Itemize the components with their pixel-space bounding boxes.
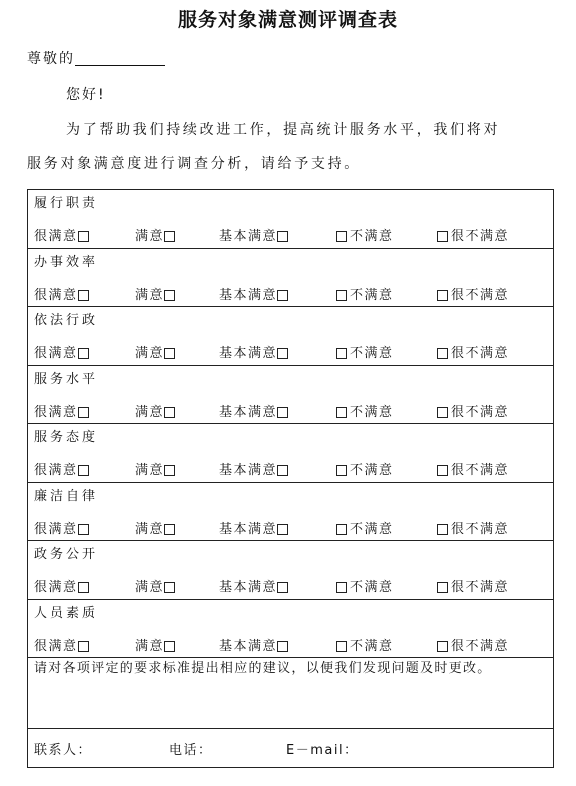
option-label: 很满意: [34, 229, 78, 244]
option-label: 满意: [135, 346, 165, 361]
option-very-satisfied[interactable]: [34, 404, 89, 421]
option-label: 满意: [135, 463, 165, 478]
survey-item: [28, 190, 553, 249]
option-label: 不满意: [350, 404, 394, 420]
survey-item: [28, 424, 553, 483]
checkbox[interactable]: [78, 290, 89, 301]
option-very-satisfied[interactable]: [34, 462, 89, 479]
checkbox[interactable]: [437, 465, 448, 476]
contact-section: [28, 729, 553, 769]
option-label: 基本满意: [219, 521, 278, 537]
checkbox[interactable]: [78, 407, 89, 418]
option-label: 很不满意: [451, 346, 510, 361]
option-satisfied[interactable]: [135, 287, 175, 304]
checkbox[interactable]: [164, 641, 175, 652]
survey-item: [28, 541, 553, 600]
option-satisfied[interactable]: [135, 521, 175, 538]
option-unsatisfied[interactable]: [336, 228, 394, 245]
checkbox[interactable]: [164, 348, 175, 359]
contact-phone-label: 电话：: [169, 743, 213, 758]
option-label: 基本满意: [219, 638, 278, 654]
intro-line-2: 服务对象满意度进行调查分析，请给予支持。: [27, 156, 361, 172]
option-label: 很满意: [34, 521, 78, 537]
option-label: 很满意: [34, 463, 78, 478]
survey-item-title: 政务公开: [34, 547, 99, 562]
checkbox[interactable]: [78, 582, 89, 593]
checkbox[interactable]: [277, 348, 288, 359]
survey-item-title: 服务水平: [34, 371, 99, 387]
suggestion-prompt: 请对各项评定的要求标准提出相应的建议，以便我们发现问题及时更改。: [34, 661, 492, 676]
option-basically-satisfied[interactable]: [219, 287, 288, 304]
option-label: 很满意: [34, 580, 78, 595]
option-label: 不满意: [350, 463, 394, 478]
option-label: 不满意: [350, 229, 394, 244]
checkbox[interactable]: [164, 290, 175, 301]
survey-item: [28, 249, 553, 308]
checkbox[interactable]: [78, 231, 89, 242]
option-label: 很不满意: [451, 580, 510, 595]
option-label: 很满意: [34, 287, 78, 303]
option-unsatisfied[interactable]: [336, 579, 394, 596]
checkbox[interactable]: [78, 348, 89, 359]
option-label: 很不满意: [451, 229, 510, 244]
option-label: 基本满意: [219, 346, 278, 361]
option-label: 不满意: [350, 521, 394, 537]
option-very-unsatisfied[interactable]: [437, 462, 509, 479]
survey-items: [28, 190, 553, 658]
contact-email-label: E－mail：: [286, 743, 359, 758]
page-title: 服务对象满意测评调查表: [177, 9, 398, 31]
option-label: 基本满意: [219, 287, 278, 303]
option-very-unsatisfied[interactable]: [437, 287, 509, 304]
checkbox[interactable]: [277, 641, 288, 652]
checkbox[interactable]: [336, 290, 347, 301]
checkbox[interactable]: [277, 465, 288, 476]
option-very-unsatisfied[interactable]: [437, 404, 509, 421]
checkbox[interactable]: [336, 348, 347, 359]
option-label: 不满意: [350, 346, 394, 361]
checkbox[interactable]: [437, 348, 448, 359]
checkbox[interactable]: [277, 231, 288, 242]
option-satisfied[interactable]: [135, 404, 175, 421]
survey-item-title: 廉洁自律: [34, 488, 99, 504]
survey-item-title: 人员素质: [34, 605, 99, 621]
survey-item: [28, 600, 553, 659]
option-unsatisfied[interactable]: [336, 462, 394, 479]
option-very-satisfied[interactable]: [34, 228, 89, 245]
survey-item: [28, 483, 553, 542]
option-label: 满意: [135, 404, 165, 420]
option-label: 满意: [135, 638, 165, 654]
greeting: 您好!: [66, 87, 106, 103]
survey-item: [28, 307, 553, 366]
checkbox[interactable]: [78, 465, 89, 476]
survey-item-title: 办事效率: [34, 254, 99, 270]
checkbox[interactable]: [437, 407, 448, 418]
option-label: 基本满意: [219, 580, 278, 595]
option-label: 基本满意: [219, 463, 278, 478]
option-label: 很不满意: [451, 521, 510, 537]
option-label: 满意: [135, 521, 165, 537]
option-very-unsatisfied[interactable]: [437, 345, 509, 362]
option-label: 很不满意: [451, 404, 510, 420]
option-very-satisfied[interactable]: [34, 638, 89, 655]
checkbox[interactable]: [277, 582, 288, 593]
option-label: 不满意: [350, 638, 394, 654]
salutation: [27, 50, 165, 68]
survey-item-title: 依法行政: [34, 313, 99, 328]
option-label: 很不满意: [451, 638, 510, 654]
option-satisfied[interactable]: [135, 462, 175, 479]
checkbox[interactable]: [437, 641, 448, 652]
option-label: 很不满意: [451, 463, 510, 478]
option-basically-satisfied[interactable]: [219, 345, 288, 362]
option-basically-satisfied[interactable]: [219, 521, 288, 538]
option-very-unsatisfied[interactable]: [437, 521, 509, 538]
option-very-satisfied[interactable]: [34, 345, 89, 362]
checkbox[interactable]: [164, 582, 175, 593]
checkbox[interactable]: [78, 641, 89, 652]
option-satisfied[interactable]: [135, 638, 175, 655]
checkbox[interactable]: [277, 407, 288, 418]
option-basically-satisfied[interactable]: [219, 228, 288, 245]
checkbox[interactable]: [437, 290, 448, 301]
option-satisfied[interactable]: [135, 228, 175, 245]
checkbox[interactable]: [336, 524, 347, 535]
checkbox[interactable]: [164, 231, 175, 242]
option-label: 很满意: [34, 404, 78, 420]
option-basically-satisfied[interactable]: [219, 638, 288, 655]
suggestion-section[interactable]: [28, 658, 553, 729]
survey-item: [28, 366, 553, 425]
option-label: 不满意: [350, 580, 394, 595]
salutation-text: 尊敬的: [27, 51, 75, 67]
option-unsatisfied[interactable]: [336, 404, 394, 421]
checkbox[interactable]: [437, 231, 448, 242]
survey-table: [27, 189, 554, 768]
checkbox[interactable]: [336, 231, 347, 242]
checkbox[interactable]: [277, 290, 288, 301]
option-label: 基本满意: [219, 229, 278, 244]
checkbox[interactable]: [164, 407, 175, 418]
intro-line-1: 为了帮助我们持续改进工作，提高统计服务水平，我们将对: [66, 122, 501, 138]
option-unsatisfied[interactable]: [336, 287, 394, 304]
option-very-satisfied[interactable]: [34, 287, 89, 304]
option-very-satisfied[interactable]: [34, 521, 89, 538]
option-label: 满意: [135, 287, 165, 303]
option-unsatisfied[interactable]: [336, 345, 394, 362]
option-label: 满意: [135, 580, 165, 595]
checkbox[interactable]: [437, 582, 448, 593]
option-label: 很满意: [34, 638, 78, 654]
survey-item-title: 履行职责: [34, 196, 99, 211]
option-label: 很满意: [34, 346, 78, 361]
option-basically-satisfied[interactable]: [219, 462, 288, 479]
option-unsatisfied[interactable]: [336, 638, 394, 655]
option-satisfied[interactable]: [135, 579, 175, 596]
option-label: 很不满意: [451, 287, 510, 303]
checkbox[interactable]: [336, 641, 347, 652]
option-very-unsatisfied[interactable]: [437, 228, 509, 245]
survey-item-title: 服务态度: [34, 430, 99, 445]
option-label: 不满意: [350, 287, 394, 303]
checkbox[interactable]: [78, 524, 89, 535]
option-unsatisfied[interactable]: [336, 521, 394, 538]
checkbox[interactable]: [164, 524, 175, 535]
checkbox[interactable]: [336, 407, 347, 418]
option-label: 满意: [135, 229, 165, 244]
option-very-satisfied[interactable]: [34, 579, 89, 596]
option-label: 基本满意: [219, 404, 278, 420]
option-basically-satisfied[interactable]: [219, 579, 288, 596]
contact-person-label: 联系人：: [34, 743, 93, 758]
checkbox[interactable]: [164, 465, 175, 476]
checkbox[interactable]: [336, 465, 347, 476]
option-very-unsatisfied[interactable]: [437, 638, 509, 655]
checkbox[interactable]: [336, 582, 347, 593]
option-basically-satisfied[interactable]: [219, 404, 288, 421]
checkbox[interactable]: [437, 524, 448, 535]
option-very-unsatisfied[interactable]: [437, 579, 509, 596]
recipient-name-blank[interactable]: [75, 51, 165, 66]
checkbox[interactable]: [277, 524, 288, 535]
option-satisfied[interactable]: [135, 345, 175, 362]
